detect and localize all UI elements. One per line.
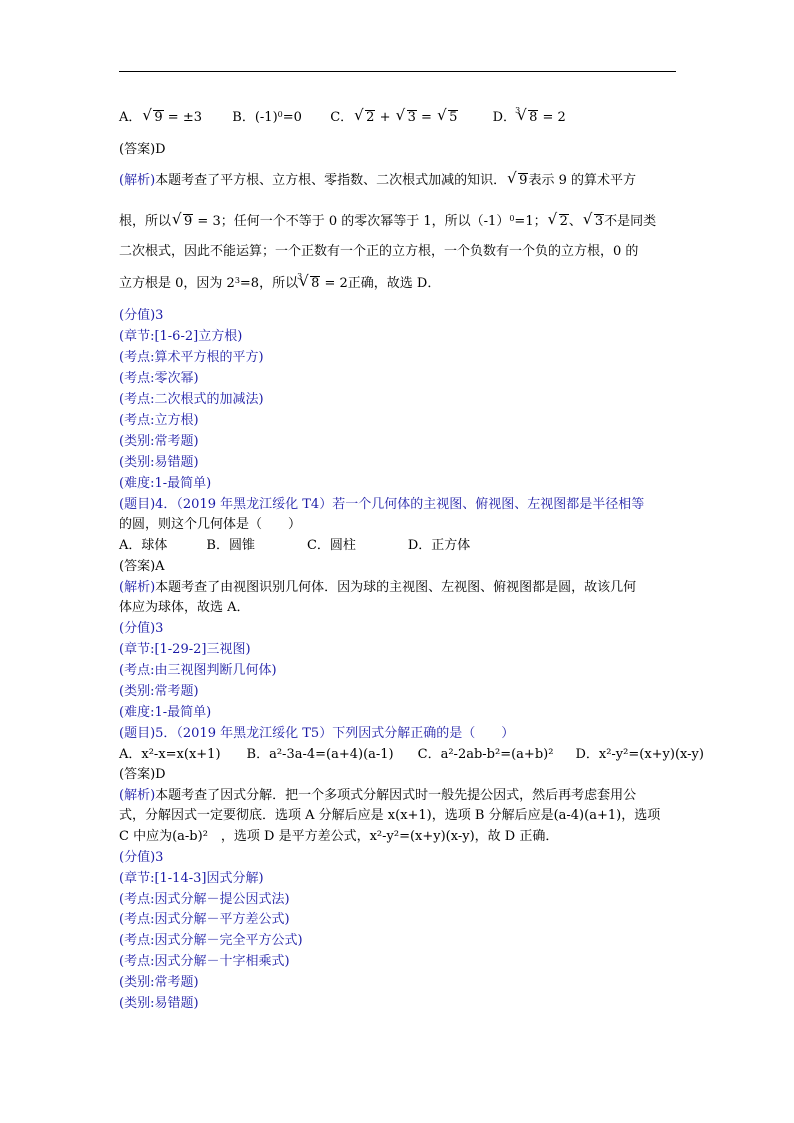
q5-point-4: (考点:因式分解－十字相乘式) [119, 954, 290, 969]
q4-explanation-line-2: 体应为球体，故选 A． [119, 600, 250, 615]
q3-explanation-line-3: 二次根式，因此不能运算；一个正数有一个正的立方根，一个负数有一个负的立方根，0 的 [119, 244, 639, 259]
explanation-tag: (解析) [119, 173, 156, 188]
q5-option-c: C．a²-2ab-b²=(a+b)² [417, 747, 554, 762]
q3-explanation-line-2: 根，所以√ 9 = 3；任何一个不等于 0 的零次幂等于 1，所以$(-1)^0=1$；√ 2、√ 3不是同类 [119, 212, 656, 232]
q5-explanation-line-3: C 中应为(a-b)² ，选项 D 是平方差公式，x²-y²=(x+y)(x-y)，故 D 正确． [119, 829, 559, 844]
option-c-label: C． [330, 110, 354, 125]
q5-title: (题目)5．（2019 年黑龙江绥化 T5）下列因式分解正确的是（ ） [119, 726, 515, 741]
q5-option-b: B．a²-3a-4=(a+4)(a-1) [246, 747, 394, 762]
q4-options: A．球体 B．圆锥 C．圆柱 D．正方体 [119, 538, 471, 553]
q5-explanation-line-1: (解析)本题考查了因式分解．把一个多项式分解因式时一般先提公因式，然后再考虑套用公 [119, 788, 637, 803]
q4-score: (分值)3 [119, 621, 164, 636]
q4-difficulty: (难度:1-最简单) [119, 705, 212, 720]
cbrt-8: √ 3 8 [528, 110, 538, 125]
q3-difficulty: (难度:1-最简单) [119, 476, 212, 491]
q3-point-3: (考点:二次根式的加减法) [119, 392, 264, 407]
q3-chapter: (章节:[1-6-2]立方根) [119, 329, 243, 344]
q3-point-1: (考点:算术平方根的平方) [119, 350, 264, 365]
sqrt-9: √ 9 [153, 110, 163, 125]
q3-options: A．√ 9 = ±3 B．$(-1)^0=0$ C．√ 2 + √ 3 = √ 5 D． √ 3 8 = 2 [119, 108, 566, 128]
sqrt-3: √ 3 [407, 110, 417, 125]
q4-chapter: (章节:[1-29-2]三视图) [119, 642, 251, 657]
q4-title-line-2: 的圆，则这个几何体是（ ） [119, 517, 302, 532]
header-rule [119, 71, 676, 72]
q3-point-2: (考点:零次幂) [119, 371, 199, 386]
q3-category-2: (类别:易错题) [119, 455, 199, 470]
q5-chapter: (章节:[1-14-3]因式分解) [119, 871, 264, 886]
q5-point-3: (考点:因式分解－完全平方公式) [119, 933, 303, 948]
q5-category-2: (类别:易错题) [119, 996, 199, 1011]
q3-score: (分值)3 [119, 308, 164, 323]
option-b-label: B．(-1) [232, 110, 278, 125]
q4-point: (考点:由三视图判断几何体) [119, 663, 277, 678]
q5-score: (分值)3 [119, 850, 164, 865]
q3-answer: (答案)D [119, 142, 166, 157]
q5-option-a: A．x²-x=x(x+1) [119, 747, 221, 762]
q5-explanation-line-2: 式，分解因式一定要彻底．选项 A 分解后应是 x(x+1)，选项 B 分解后应是(a-4)(a+1)，选项 [119, 808, 661, 823]
q3-explanation-line-4: 立方根是 0，因为 $2^3=8$，所以 √ 3 8 = 2正确，故选 D． [119, 274, 440, 294]
q3-category-1: (类别:常考题) [119, 434, 199, 449]
q5-answer: (答案)D [119, 767, 166, 782]
sqrt-5: √ 5 [448, 110, 458, 125]
q4-answer: (答案)A [119, 559, 165, 574]
option-d-label: D． [492, 110, 517, 125]
q5-point-1: (考点:因式分解－提公因式法) [119, 892, 290, 907]
q4-category: (类别:常考题) [119, 684, 199, 699]
q3-explanation-line-1: (解析)本题考查了平方根、立方根、零指数、二次根式加减的知识．√ 9表示 9 的算术平方 [119, 171, 636, 191]
q5-option-d: D．x²-y²=(x+y)(x-y) [575, 747, 704, 762]
q4-title-line-1: (题目)4．（2019 年黑龙江绥化 T4）若一个几何体的主视图、俯视图、左视图都是半径相等 [119, 497, 645, 512]
q4-explanation-line-1: (解析)本题考查了由视图识别几何体．因为球的主视图、左视图、俯视图都是圆，故该几何 [119, 580, 637, 595]
q5-options [119, 745, 704, 765]
option-a-label: A． [119, 110, 142, 125]
sqrt-2: √ 2 [365, 110, 375, 125]
q3-point-4: (考点:立方根) [119, 413, 199, 428]
q5-category-1: (类别:常考题) [119, 975, 199, 990]
q5-point-2: (考点:因式分解－平方差公式) [119, 912, 290, 927]
